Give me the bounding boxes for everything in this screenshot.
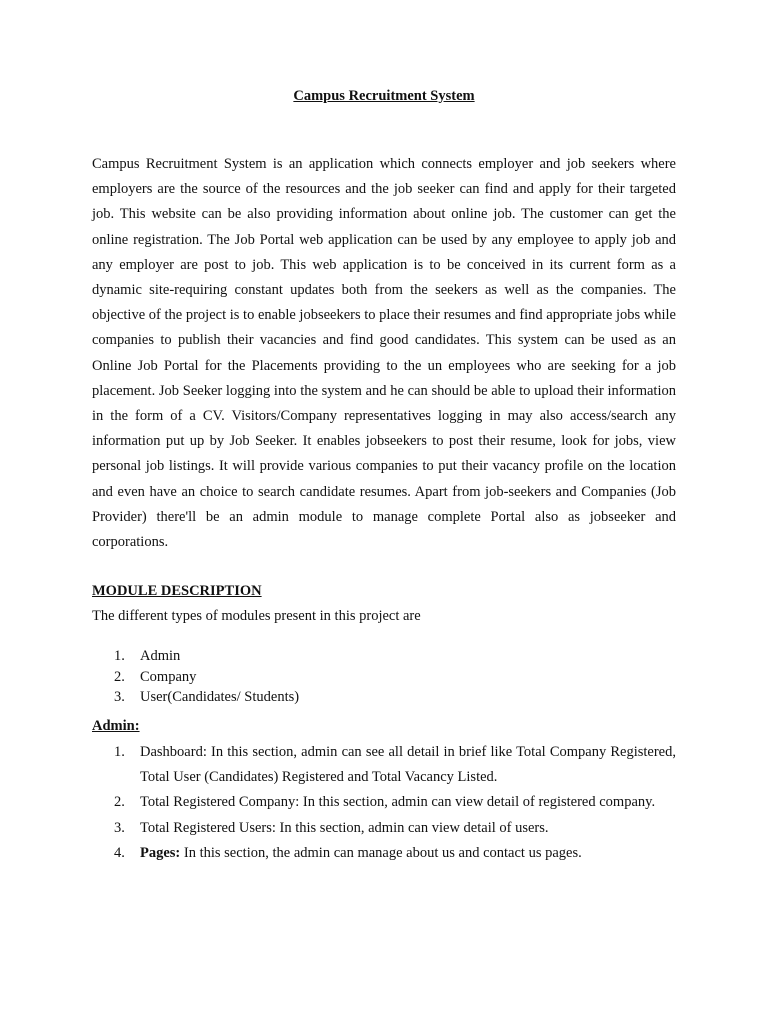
- list-number: 3.: [114, 819, 125, 836]
- list-number: 3.: [114, 689, 125, 705]
- admin-feature-text: Total Registered Company: In this section, admin can view detail of registered company.: [140, 794, 656, 811]
- module-list-item: [92, 687, 299, 708]
- admin-feature-lead: Pages:: [140, 844, 181, 861]
- module-description-heading: MODULE DESCRIPTION: [92, 583, 262, 599]
- admin-section-heading: Admin:: [92, 718, 140, 734]
- admin-feature-text: Total Registered Users: In this section, admin can view detail of users.: [140, 819, 549, 836]
- module-label: Admin: [140, 648, 181, 664]
- admin-feature-item: [92, 816, 676, 841]
- list-number: 4.: [114, 844, 125, 861]
- admin-feature-item: [92, 841, 676, 866]
- admin-feature-item: [92, 740, 676, 790]
- module-label: Company: [140, 668, 197, 685]
- list-number: 1.: [114, 648, 125, 664]
- module-list-item: [92, 646, 299, 667]
- intro-paragraph: Campus Recruitment System is an application which connects employer and job seekers where employers are the source of the resources and the job seeker can find and apply for their targeted job. This website can be also providing information about online job. The customer can get the online registration. The Job Portal web application can be used by any employee to apply job and any employer are post to job. This web application is to be conceived in its current form as a dynamic site-requiring constant updates both from the seekers as well as the companies. The objective of the project is to enable jobseekers to place their resumes and find appropriate jobs while companies to publish their vacancies and find good candidates. This system can be used as an Online Job Portal for the Placements providing to the un employees who are seeking for a job placement. Job Seeker logging into the system and he can should be able to upload their information in the form of a CV. Visitors/Company representatives logging in may also access/search any information put up by Job Seeker. It enables jobseekers to post their resume, look for jobs, view personal job listings. It will provide various companies to put their vacancy profile on the location and even have an choice to search candidate resumes. Apart from job-seekers and Companies (Job Provider) there'll be an admin module to manage complete Portal also as jobseeker and corporations.: [92, 156, 676, 551]
- admin-feature-text: In this section, the admin can manage about us and contact us pages.: [180, 844, 582, 861]
- list-number: 2.: [114, 794, 125, 811]
- module-list: [92, 646, 299, 708]
- module-list-item: [92, 667, 299, 688]
- admin-feature-list: [92, 740, 676, 866]
- document-title: Campus Recruitment System: [293, 88, 475, 104]
- module-label: User(Candidates/ Students): [140, 689, 300, 705]
- admin-feature-item: [92, 790, 676, 815]
- module-description-intro: The different types of modules present in this project are: [92, 608, 421, 624]
- admin-feature-text: Dashboard: In this section, admin can see all detail in brief like Total Company Registered, Total User (Candidates) Registered and Total Vacancy Listed.: [140, 744, 676, 786]
- list-number: 2.: [114, 668, 125, 685]
- list-number: 1.: [114, 744, 125, 760]
